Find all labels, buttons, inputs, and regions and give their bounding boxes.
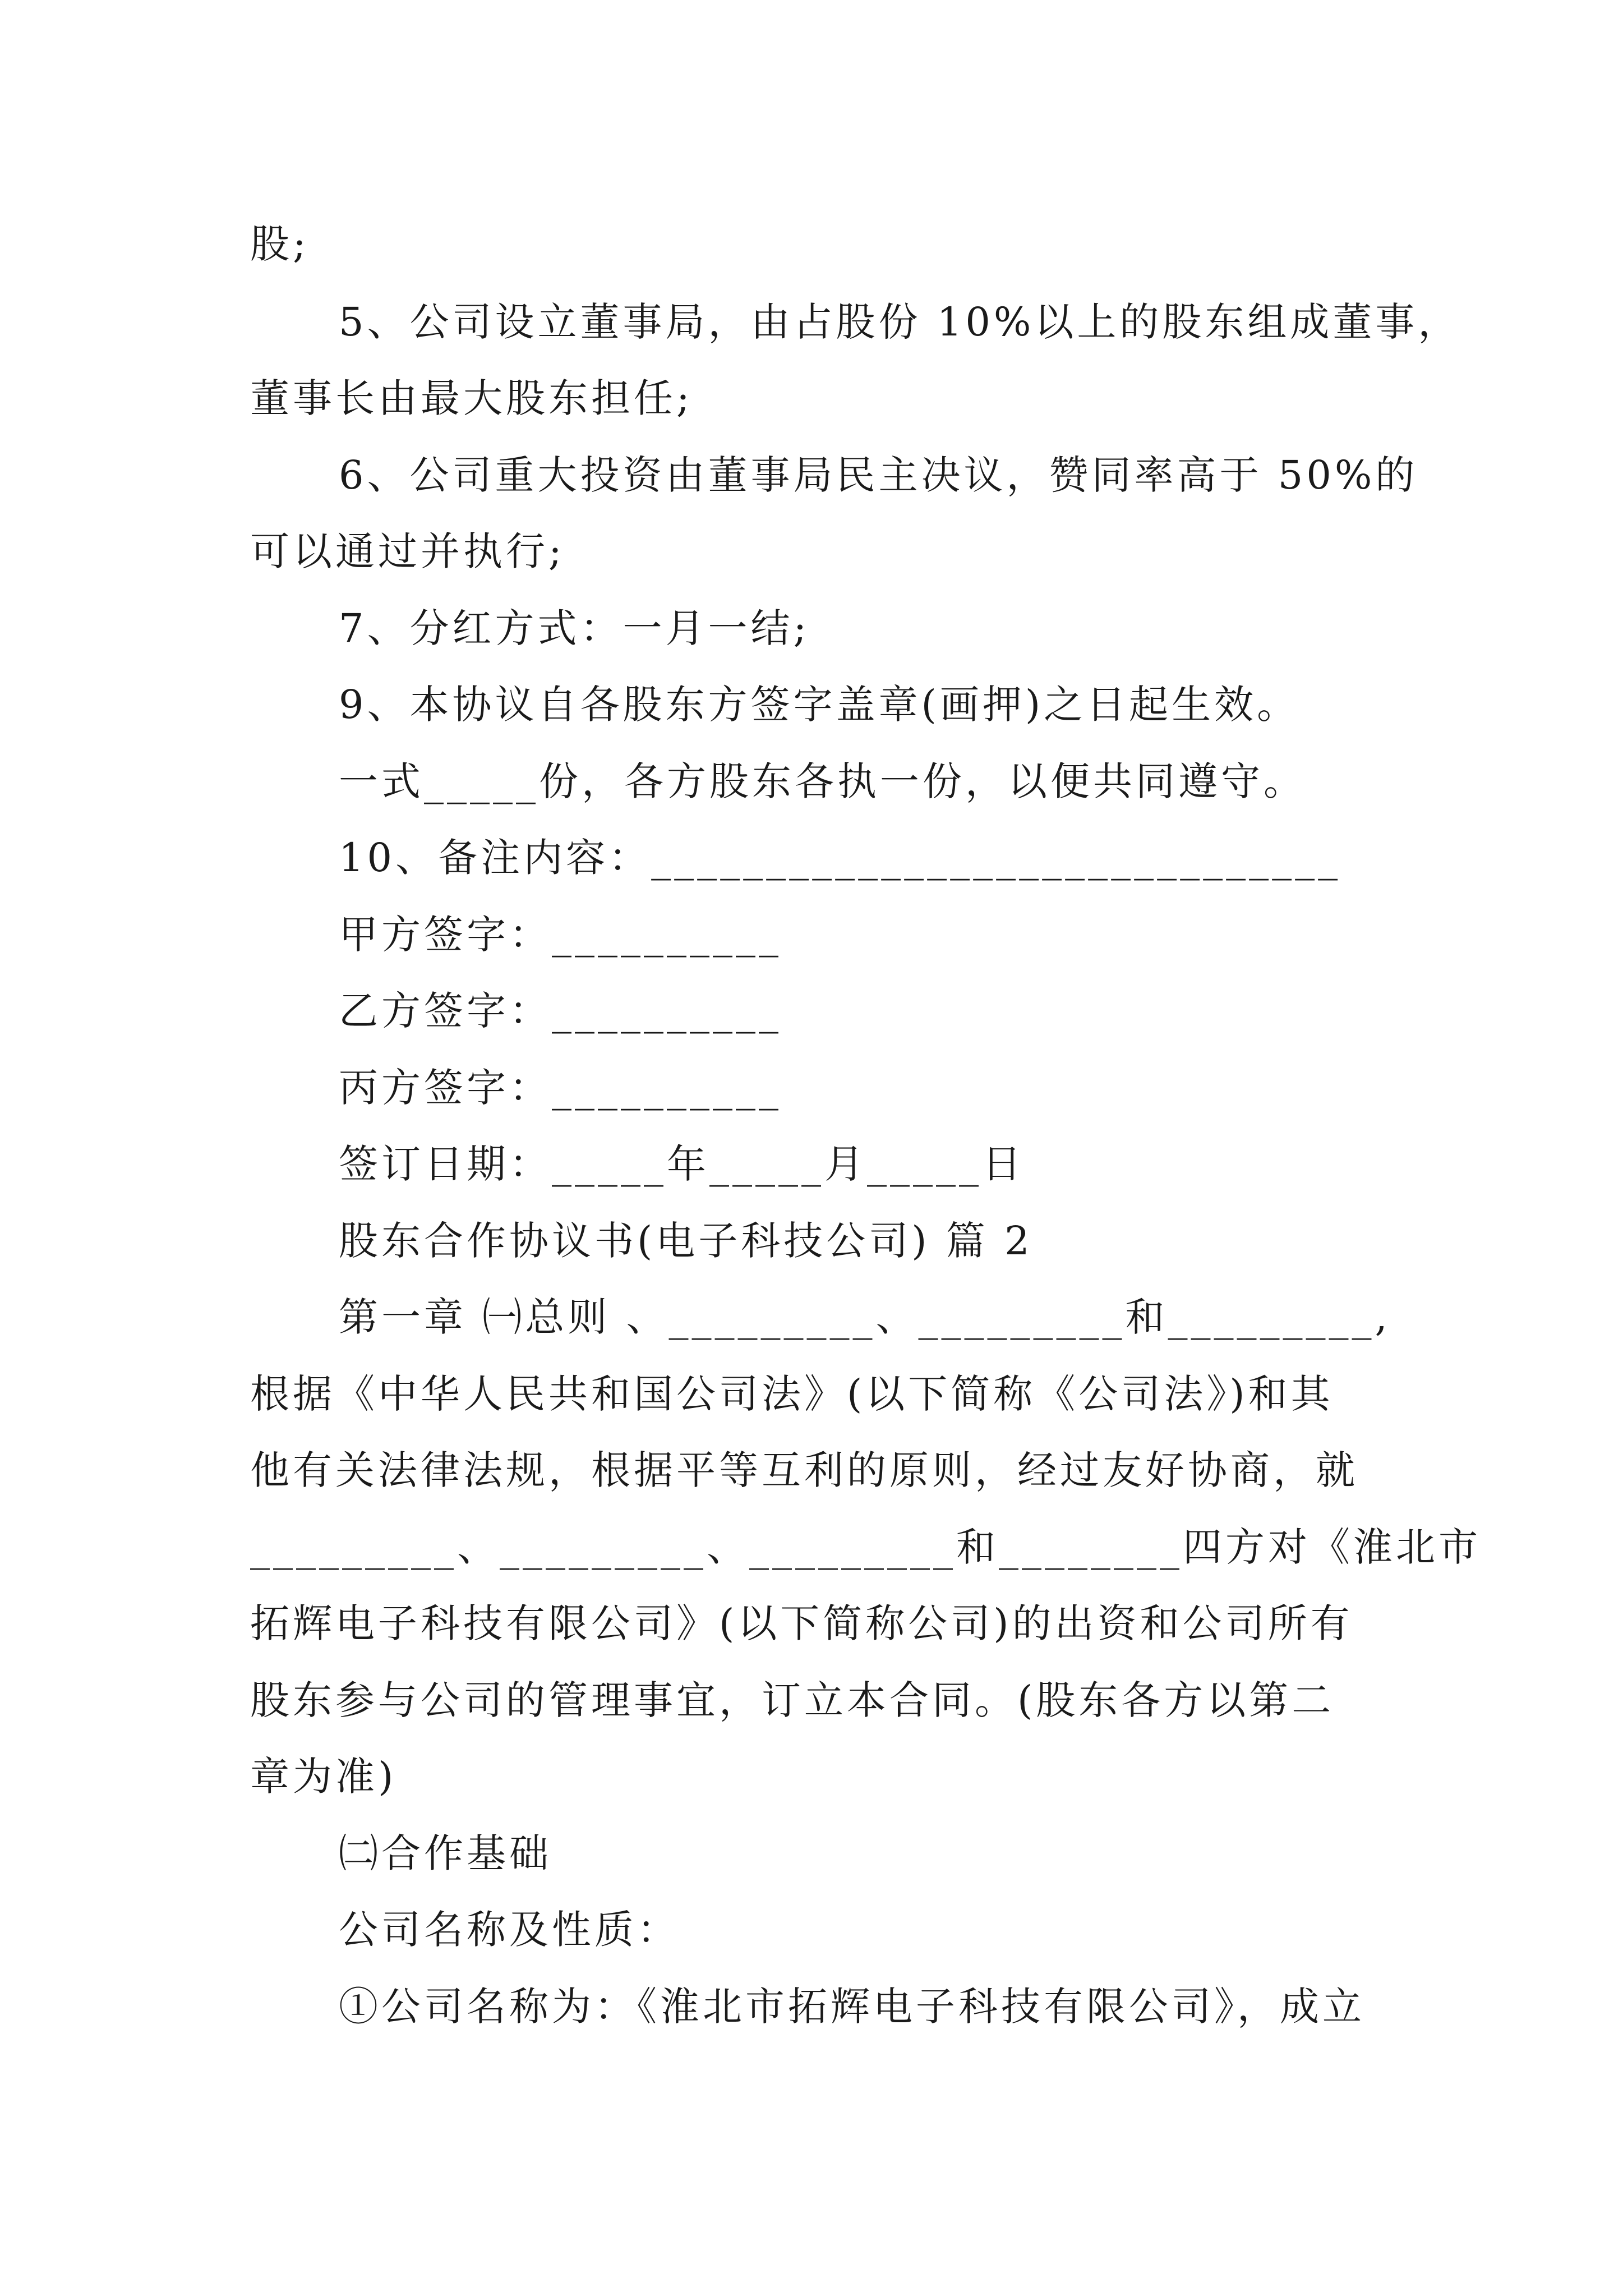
text-line: 拓辉电子科技有限公司》(以下简称公司)的出资和公司所有 — [250, 1600, 1353, 1646]
text-line: 5、公司设立董事局，由占股份 10%以上的股东组成董事， — [339, 299, 1461, 345]
text-line: 丙方签字：__________ — [339, 1065, 782, 1111]
text-line: 董事长由最大股东担任; — [250, 375, 693, 421]
text-line: 甲方签字：__________ — [339, 912, 782, 958]
text-line: ㈡合作基础 — [339, 1830, 552, 1876]
text-line: 6、公司重大投资由董事局民主决议，赞同率高于 50%的 — [339, 452, 1418, 498]
text-line: _________、_________、_________和________四方对《淮北市 — [250, 1524, 1481, 1570]
text-line: 可以通过并执行; — [250, 528, 565, 574]
text-line: 股; — [250, 221, 310, 267]
text-line: 股东参与公司的管理事宜，订立本合同。(股东各方以第二 — [250, 1677, 1335, 1723]
text-line: 7、分红方式：一月一结; — [339, 605, 810, 651]
text-line: 他有关法律法规，根据平等互利的原则，经过友好协商，就 — [250, 1447, 1358, 1493]
text-line: 公司名称及性质： — [339, 1907, 680, 1953]
text-line: 章为准) — [250, 1754, 397, 1800]
text-line: 根据《中华人民共和国公司法》(以下简称《公司法》)和其 — [250, 1371, 1334, 1417]
text-line: 10、备注内容：______________________________ — [339, 835, 1341, 881]
text-line: 签订日期：_____年_____月_____日 — [339, 1141, 1025, 1187]
text-line: 乙方签字：__________ — [339, 988, 782, 1034]
text-line: 一式_____份，各方股东各执一份，以便共同遵守。 — [339, 758, 1306, 804]
text-line: ①公司名称为：《淮北市拓辉电子科技有限公司》，成立 — [339, 1984, 1365, 2030]
section-heading: 股东合作协议书(电子科技公司) 篇 2 — [339, 1218, 1033, 1264]
text-line: 第一章 ㈠总则 、_________、_________和_________, — [339, 1294, 1391, 1340]
text-line: 9、本协议自各股东方签字盖章(画押)之日起生效。 — [339, 682, 1300, 728]
